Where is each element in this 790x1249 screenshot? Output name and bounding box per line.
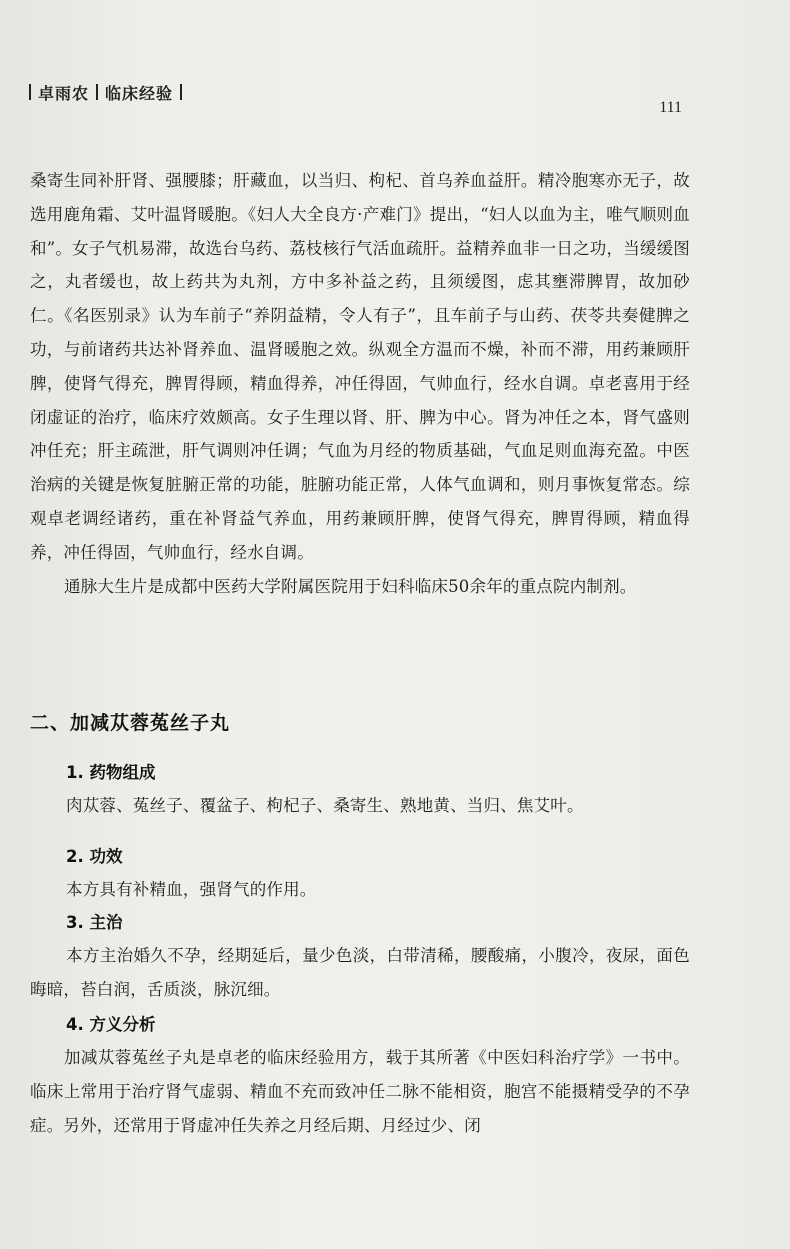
header-divider (180, 84, 182, 100)
subsection-text: 本方主治婚久不孕，经期延后，量少色淡，白带清稀，腰酸痛，小腹冷，夜尿，面色晦暗，苔白润，舌质淡，脉沉细。 (30, 946, 690, 999)
header-divider (96, 84, 98, 100)
subsection-heading: 3. 主治 (66, 913, 123, 932)
section-heading: 二、加减苁蓉菟丝子丸 (30, 712, 231, 734)
subsection-heading: 1. 药物组成 (66, 763, 156, 782)
subsection-text: 本方具有补精血，强肾气的作用。 (66, 880, 317, 899)
subsection-heading: 2. 功效 (66, 847, 123, 866)
subsection-analysis (30, 1008, 690, 1142)
section-title: 临床经验 (105, 83, 174, 103)
page-number: 111 (659, 99, 682, 116)
subsection-heading: 4. 方义分析 (66, 1015, 156, 1034)
subsection-text: 肉苁蓉、菟丝子、覆盆子、枸杞子、桑寄生、熟地黄、当归、焦艾叶。 (66, 796, 584, 815)
paragraph: 桑寄生同补肝肾、强腰膝；肝藏血，以当归、枸杞、首乌养血益肝。精冷胞寒亦无子，故选用鹿角霜、艾叶温肾暖胞。《妇人大全良方·产难门》提出，“妇人以血为主，唯气顺则血和”。女子气机易滞，故选台乌药、荔枝核行气活血疏肝。益精养血非一日之功，当缓缓图之，丸者缓也，故上药共为丸剂，方中多补益之药，且须缓图，虑其壅滞脾胃，故加砂仁。《名医别录》认为车前子“养阴益精，令人有子”，且车前子与山药、茯苓共奏健脾之功，与前诸药共达补肾养血、温肾暖胞之效。纵观全方温而不燥，补而不滞，用药兼顾肝脾，使肾气得充，脾胃得顾，精血得养，冲任得固，气帅血行，经水自调。卓老喜用于经闭虚证的治疗，临床疗效颇高。女子生理以肾、肝、脾为中心。肾为冲任之本，肾气盛则冲任充；肝主疏泄，肝气调则冲任调；气血为月经的物质基础，气血足则血海充盈。中医治病的关键是恢复脏腑正常的功能，脏腑功能正常，人体气血调和，则月事恢复常态。综观卓老调经诸药，重在补肾益气养血，用药兼顾肝脾，使肾气得充，脾胃得顾，精血得养，冲任得固，气帅血行，经水自调。 (30, 171, 690, 562)
body-text (30, 164, 690, 603)
running-header (22, 80, 189, 104)
subsection-indications (30, 906, 690, 1007)
subsection-text: 加减苁蓉菟丝子丸是卓老的临床经验用方，载于其所著《中医妇科治疗学》一书中。临床上常用于治疗肾气虚弱、精血不充而致冲任二脉不能相资，胞宫不能摄精受孕的不孕症。另外，还常用于肾虚冲任失养之月经后期、月经过少、闭 (30, 1048, 690, 1135)
paragraph: 通脉大生片是成都中医药大学附属医院用于妇科临床50余年的重点院内制剂。 (64, 576, 637, 596)
subsection-efficacy (30, 840, 690, 907)
header-divider (29, 84, 31, 100)
subsection-composition (30, 756, 690, 823)
book-title: 卓雨农 (38, 83, 90, 103)
